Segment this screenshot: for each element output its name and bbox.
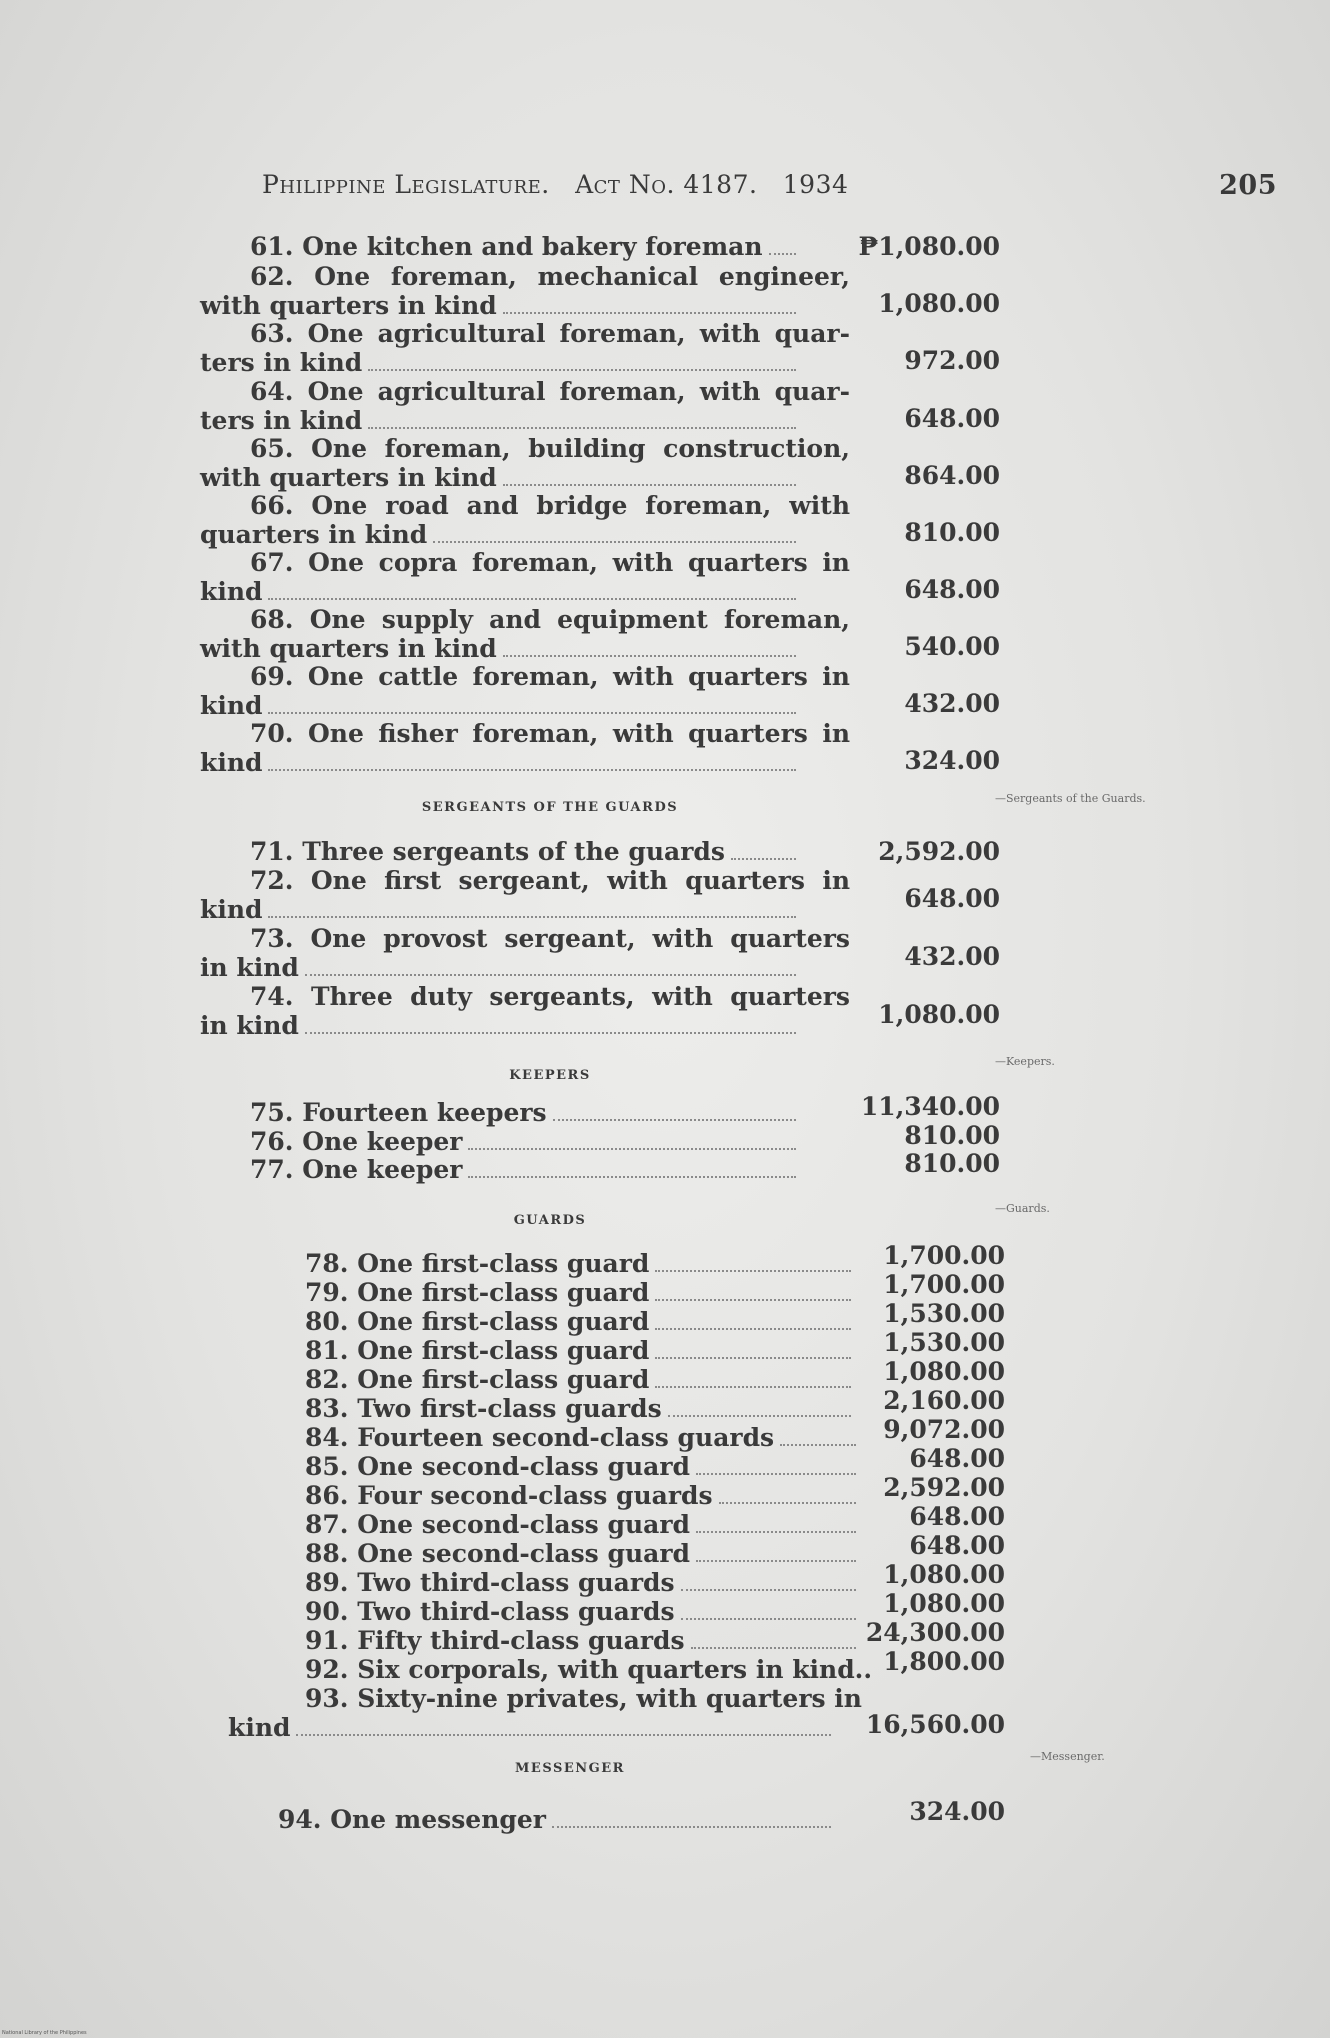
item-description: One agricultural foreman, with quar- bbox=[307, 319, 850, 348]
item-description-cont: in kind bbox=[200, 1011, 299, 1040]
item-description-cont: ters in kind bbox=[200, 348, 363, 377]
leader-dots bbox=[268, 598, 796, 600]
section-heading: GUARDS bbox=[513, 1213, 587, 1228]
leader-dots bbox=[503, 655, 796, 657]
item-number: 76. bbox=[250, 1127, 294, 1156]
leader-dots bbox=[655, 1357, 851, 1359]
item-amount: 540.00 bbox=[904, 632, 1000, 661]
leader-dots bbox=[696, 1531, 856, 1533]
leader-dots bbox=[553, 1119, 796, 1121]
item-description-cont: kind bbox=[200, 691, 263, 720]
item-amount: 1,080.00 bbox=[883, 1357, 1005, 1386]
page-number: 205 bbox=[1219, 170, 1277, 201]
item-description-cont: in kind bbox=[200, 953, 299, 982]
item-number: 70. bbox=[250, 719, 294, 748]
item-description: One second-class guard bbox=[357, 1539, 690, 1568]
item-description: Fourteen keepers bbox=[302, 1098, 547, 1127]
item-description-cont: with quarters in kind bbox=[200, 463, 497, 492]
item-amount: 648.00 bbox=[909, 1531, 1005, 1560]
item-amount: 1,700.00 bbox=[883, 1241, 1005, 1270]
item-description: Two third-class guards bbox=[357, 1597, 675, 1626]
item-description: One supply and equipment foreman, bbox=[309, 605, 850, 634]
item-description: One foreman, building construction, bbox=[311, 434, 850, 463]
leader-dots bbox=[691, 1647, 856, 1649]
item-amount: 2,592.00 bbox=[883, 1473, 1005, 1502]
running-head bbox=[262, 170, 848, 199]
leader-dots bbox=[655, 1299, 851, 1301]
item-amount: 9,072.00 bbox=[883, 1415, 1005, 1444]
item-number: 72. bbox=[250, 866, 294, 895]
item-amount: 11,340.00 bbox=[860, 1092, 1000, 1121]
item-description: Fifty third-class guards bbox=[357, 1626, 685, 1655]
item-description: One first sergeant, with quarters in bbox=[310, 866, 850, 895]
page-header bbox=[262, 170, 1282, 210]
item-amount: 1,080.00 bbox=[883, 1560, 1005, 1589]
item-amount: 810.00 bbox=[904, 518, 1000, 547]
item-description-cont: with quarters in kind bbox=[200, 291, 497, 320]
item-description: Sixty-nine privates, with quarters in bbox=[357, 1684, 862, 1713]
item-number: 89. bbox=[305, 1568, 349, 1597]
item-number: 87. bbox=[305, 1510, 349, 1539]
item-description-cont: ters in kind bbox=[200, 406, 363, 435]
legislature-title: Philippine Legislature. bbox=[262, 170, 550, 199]
item-amount: 24,300.00 bbox=[865, 1618, 1005, 1647]
item-amount: 810.00 bbox=[904, 1149, 1000, 1178]
item-description: Three duty sergeants, with quarters bbox=[310, 982, 850, 1011]
item-number: 64. bbox=[250, 377, 294, 406]
leader-dots bbox=[668, 1415, 851, 1417]
section-heading: KEEPERS bbox=[509, 1068, 591, 1083]
item-amount: 648.00 bbox=[909, 1444, 1005, 1473]
item-description: One kitchen and bakery foreman bbox=[302, 232, 763, 261]
leader-dots bbox=[468, 1148, 796, 1150]
item-number: 63. bbox=[250, 319, 294, 348]
margin-note: —Guards. bbox=[995, 1202, 1050, 1215]
leader-dots bbox=[655, 1386, 851, 1388]
item-amount: 2,160.00 bbox=[883, 1386, 1005, 1415]
item-number: 69. bbox=[250, 662, 294, 691]
leader-dots bbox=[719, 1502, 856, 1504]
leader-dots bbox=[655, 1270, 851, 1272]
item-number: 78. bbox=[305, 1249, 349, 1278]
item-amount: 2,592.00 bbox=[878, 837, 1000, 866]
item-number: 73. bbox=[250, 924, 294, 953]
item-description: One agricultural foreman, with quar- bbox=[307, 377, 850, 406]
item-amount: 648.00 bbox=[904, 575, 1000, 604]
item-number: 77. bbox=[250, 1155, 294, 1184]
leader-dots bbox=[503, 484, 796, 486]
leader-dots bbox=[368, 369, 796, 371]
item-description: One foreman, mechanical engineer, bbox=[314, 262, 850, 291]
leader-dots bbox=[681, 1618, 856, 1620]
item-amount: 1,530.00 bbox=[883, 1328, 1005, 1357]
item-description: One first-class guard bbox=[357, 1249, 650, 1278]
item-number: 94. bbox=[278, 1805, 322, 1834]
item-amount: 1,080.00 bbox=[878, 1000, 1000, 1029]
leader-dots bbox=[268, 769, 796, 771]
leader-dots bbox=[468, 1176, 796, 1178]
leader-dots bbox=[433, 541, 796, 543]
item-number: 75. bbox=[250, 1098, 294, 1127]
item-amount: 1,080.00 bbox=[878, 289, 1000, 318]
item-amount: 324.00 bbox=[904, 746, 1000, 775]
item-description: Fourteen second-class guards bbox=[357, 1423, 775, 1452]
item-amount: 1,800.00 bbox=[883, 1647, 1005, 1676]
item-number: 61. bbox=[250, 232, 294, 261]
leader-dots bbox=[268, 712, 796, 714]
leader-dots bbox=[769, 253, 796, 255]
item-description: One first-class guard bbox=[357, 1307, 650, 1336]
item-description: Two third-class guards bbox=[357, 1568, 675, 1597]
item-description: Three sergeants of the guards bbox=[302, 837, 725, 866]
item-number: 83. bbox=[305, 1394, 349, 1423]
item-number: 68. bbox=[250, 605, 294, 634]
leader-dots bbox=[696, 1473, 856, 1475]
item-description bbox=[305, 1655, 872, 1684]
item-number: 90. bbox=[305, 1597, 349, 1626]
item-description: One road and bridge foreman, with bbox=[311, 491, 850, 520]
item-amount: 810.00 bbox=[904, 1121, 1000, 1150]
item-description-cont: kind bbox=[200, 748, 263, 777]
item-description: One first-class guard bbox=[357, 1278, 650, 1307]
item-amount: ₱1,080.00 bbox=[858, 232, 1000, 261]
leader-dots bbox=[696, 1560, 856, 1562]
act-label: Act No. 4187. bbox=[575, 170, 758, 199]
leader-dots bbox=[296, 1734, 831, 1736]
item-amount: 648.00 bbox=[909, 1502, 1005, 1531]
item-description-cont: with quarters in kind bbox=[200, 634, 497, 663]
item-description-cont: kind bbox=[228, 1713, 291, 1742]
item-description-cont: quarters in kind bbox=[200, 520, 428, 549]
item-number: 93. bbox=[305, 1684, 349, 1713]
item-number: 84. bbox=[305, 1423, 349, 1452]
item-description: One keeper bbox=[302, 1127, 463, 1156]
item-description: One copra foreman, with quarters in bbox=[308, 548, 850, 577]
item-description-cont: kind bbox=[200, 577, 263, 606]
item-description: One first-class guard bbox=[357, 1365, 650, 1394]
item-number: 74. bbox=[250, 982, 294, 1011]
item-number: 79. bbox=[305, 1278, 349, 1307]
item-description: One provost sergeant, with quarters bbox=[310, 924, 850, 953]
leader-dots bbox=[655, 1328, 851, 1330]
item-amount: 1,700.00 bbox=[883, 1270, 1005, 1299]
item-amount: 972.00 bbox=[904, 346, 1000, 375]
item-number: 85. bbox=[305, 1452, 349, 1481]
leader-dots bbox=[681, 1589, 856, 1591]
item-number: 88. bbox=[305, 1539, 349, 1568]
item-description: One second-class guard bbox=[357, 1452, 690, 1481]
item-description: One second-class guard bbox=[357, 1510, 690, 1539]
item-amount: 1,080.00 bbox=[883, 1589, 1005, 1618]
item-number: 80. bbox=[305, 1307, 349, 1336]
leader-dots bbox=[305, 1032, 796, 1034]
item-amount: 324.00 bbox=[909, 1797, 1005, 1826]
item-description-cont: kind bbox=[200, 895, 263, 924]
item-number: 62. bbox=[250, 262, 294, 291]
item-number: 71. bbox=[250, 837, 294, 866]
section-heading: MESSENGER bbox=[515, 1761, 625, 1776]
item-number: 65. bbox=[250, 434, 294, 463]
margin-note: —Messenger. bbox=[1030, 1750, 1105, 1763]
section-heading: SERGEANTS OF THE GUARDS bbox=[421, 800, 679, 815]
leader-dots bbox=[731, 858, 796, 860]
leader-dots bbox=[305, 974, 796, 976]
item-description: Four second-class guards bbox=[357, 1481, 713, 1510]
leader-dots bbox=[503, 312, 796, 314]
item-amount: 864.00 bbox=[904, 461, 1000, 490]
item-description: One fisher foreman, with quarters in bbox=[308, 719, 850, 748]
item-number: 67. bbox=[250, 548, 294, 577]
act-year: 1934 bbox=[782, 170, 849, 199]
leader-dots bbox=[552, 1826, 831, 1828]
margin-note: —Sergeants of the Guards. bbox=[995, 792, 1146, 805]
leader-dots bbox=[268, 916, 796, 918]
item-description: Two first-class guards bbox=[357, 1394, 662, 1423]
item-number: 91. bbox=[305, 1626, 349, 1655]
scan-footer-note: National Library of the Philippines bbox=[2, 2030, 87, 2036]
leader-dots bbox=[368, 427, 796, 429]
item-amount: 432.00 bbox=[904, 689, 1000, 718]
item-amount: 16,560.00 bbox=[865, 1710, 1005, 1739]
item-description: One messenger bbox=[330, 1805, 546, 1834]
item-amount: 432.00 bbox=[904, 942, 1000, 971]
item-number: 82. bbox=[305, 1365, 349, 1394]
item-description: One first-class guard bbox=[357, 1336, 650, 1365]
item-number: 66. bbox=[250, 491, 294, 520]
item-number: 86. bbox=[305, 1481, 349, 1510]
item-number: 81. bbox=[305, 1336, 349, 1365]
item-description: One cattle foreman, with quarters in bbox=[307, 662, 850, 691]
item-description: One keeper bbox=[302, 1155, 463, 1184]
margin-note: —Keepers. bbox=[995, 1055, 1055, 1068]
item-amount: 648.00 bbox=[904, 884, 1000, 913]
item-amount: 1,530.00 bbox=[883, 1299, 1005, 1328]
item-amount: 648.00 bbox=[904, 404, 1000, 433]
item-number: 92. bbox=[305, 1655, 349, 1684]
item-description: Six corporals, with quarters in kind.. bbox=[357, 1655, 873, 1684]
